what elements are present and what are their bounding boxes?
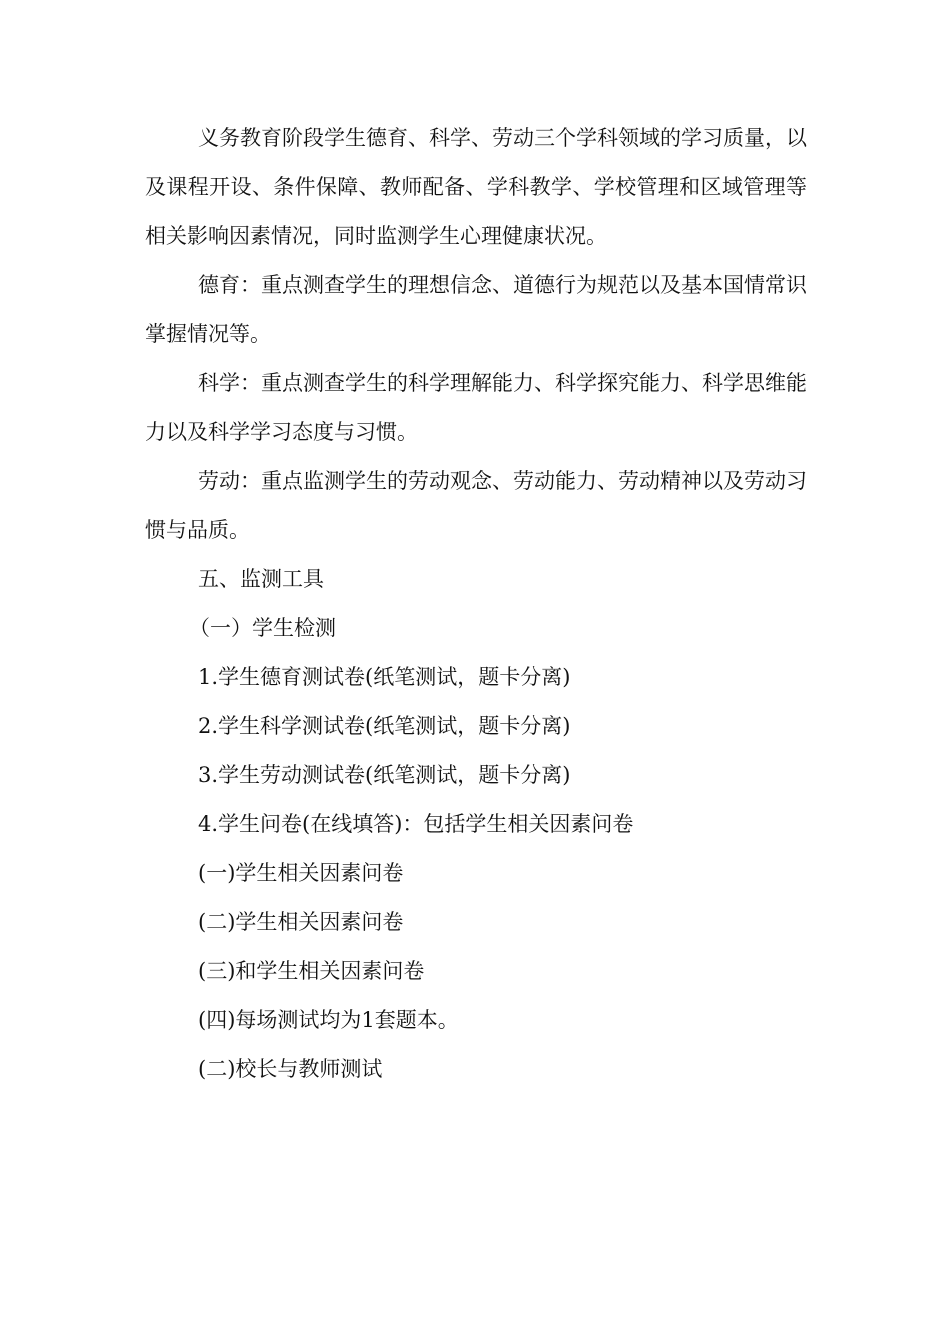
list-item: 4.学生问卷(在线填答)：包括学生相关因素问卷 [198, 812, 634, 836]
paragraph-scope: 义务教育阶段学生德育、科学、劳动三个学科领域的学习质量，以及课程开设、条件保障、教师配备、学科教学、学校管理和区域管理等相关影响因素情况，同时监测学生心理健康状况。 [145, 126, 807, 248]
section-heading: 五、监测工具 [198, 567, 324, 591]
list-item: 3.学生劳动测试卷(纸笔测试，题卡分离) [198, 763, 571, 787]
document-body [145, 114, 807, 1094]
paragraph-moral-education: 德育：重点测查学生的理想信念、道德行为规范以及基本国情常识掌握情况等。 [145, 273, 807, 346]
list-item: 1.学生德育测试卷(纸笔测试，题卡分离) [198, 665, 571, 689]
subsection-heading: （一）学生检测 [189, 616, 336, 640]
list-item: (三)和学生相关因素问卷 [198, 959, 425, 983]
paragraph-science: 科学：重点测查学生的科学理解能力、科学探究能力、科学思维能力以及科学学习态度与习惯。 [145, 371, 807, 444]
list-item: (四)每场测试均为1套题本。 [198, 1008, 459, 1032]
list-item: 2.学生科学测试卷(纸笔测试，题卡分离) [198, 714, 571, 738]
list-item: (二)校长与教师测试 [198, 1057, 383, 1081]
list-item: (一)学生相关因素问卷 [198, 861, 404, 885]
paragraph-labor: 劳动：重点监测学生的劳动观念、劳动能力、劳动精神以及劳动习惯与品质。 [145, 469, 807, 542]
list-item: (二)学生相关因素问卷 [198, 910, 404, 934]
